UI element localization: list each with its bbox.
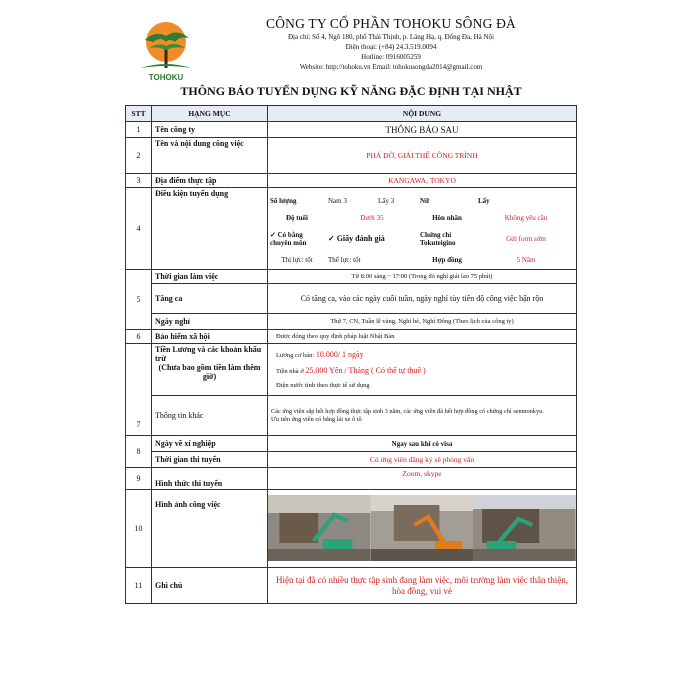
other-info-1: Các ứng viên sắp hết hợp đồng thực tập sinh 3 năm, các ứng viên đã hết hợp đồng có chứng chỉ senmonkyu. <box>271 407 544 415</box>
contract-value: 5 Năm <box>516 255 536 264</box>
age-value: Dưới 35 <box>360 213 384 222</box>
utilities-line: Điện nước tính theo thực tế sử dụng <box>276 382 370 389</box>
marital-value: Không yêu cầu <box>504 213 548 222</box>
row-stt: 3 <box>126 174 152 188</box>
row-content: PHÁ DỠ, GIẢI THỂ CÔNG TRÌNH <box>268 138 577 174</box>
row-content: Hiện tại đã có nhiều thực tập sinh đang làm việc, môi trường làm việc thân thiện, hòa đồng, vui vẻ <box>268 568 577 604</box>
table-row <box>126 284 577 314</box>
conditions-cell <box>268 188 577 270</box>
row-content: Có ứng viên đăng ký sẽ phỏng vấn <box>268 452 577 468</box>
row-stt: 1 <box>126 122 152 138</box>
row-item: Ngày nghỉ <box>152 314 268 330</box>
photo-demolition-1 <box>268 495 371 561</box>
check-assessment: ✓ Giấy đánh giá <box>328 234 385 243</box>
cert-value: Gửi form sớm <box>506 234 546 243</box>
table-row <box>126 452 577 468</box>
row-item: Tăng ca <box>152 284 268 314</box>
check-icon: ✓ <box>328 234 337 243</box>
row-content: Được đóng theo quy định pháp luật Nhật Bản <box>268 330 577 344</box>
company-info <box>205 16 577 72</box>
row-content: Ngay sau khi có visa <box>268 436 577 452</box>
row-item: Ngày về xí nghiệp <box>152 436 268 452</box>
row-item: Hình thức thi tuyển <box>152 468 268 490</box>
qty-female: Nữ <box>420 196 430 205</box>
age-label: Độ tuổi <box>286 213 308 222</box>
table-row <box>126 396 577 436</box>
company-logo <box>135 16 197 86</box>
qty-male: Nam 3 <box>328 196 347 205</box>
company-name: CÔNG TY CỔ PHẦN TOHOKU SÔNG ĐÀ <box>265 16 517 31</box>
check-icon: ✓ <box>270 230 278 239</box>
row-content: THÔNG BÁO SAU <box>268 122 577 138</box>
row-stt: 5 <box>126 270 152 330</box>
table-row <box>126 330 577 344</box>
physical: Thể lực: tốt <box>328 255 361 264</box>
recruitment-table <box>125 105 577 604</box>
marital-label: Hôn nhân <box>432 213 462 222</box>
salary-cell <box>268 344 577 396</box>
header-stt: STT <box>126 106 152 122</box>
row-stt: 4 <box>126 188 152 270</box>
table-row <box>126 122 577 138</box>
table-row <box>126 138 577 174</box>
other-info-cell <box>268 396 577 436</box>
row-content: Thứ 7, CN, Tuần lễ vàng, Nghỉ hè, Nghỉ Đông (Theo lịch của công ty) <box>268 314 577 330</box>
company-hotline: Hotline: 0916005259 <box>361 53 421 61</box>
eyesight: Thị lực: tốt <box>281 255 313 264</box>
row-content: KANGAWA, TOKYO <box>268 174 577 188</box>
header-content: NỘI DUNG <box>268 106 577 122</box>
row-stt: 7 <box>126 344 152 436</box>
row-item: Tên và nội dung công việc <box>152 138 268 174</box>
qty-take: Lấy 3 <box>378 196 395 205</box>
row-stt: 10 <box>126 490 152 568</box>
table-row <box>126 490 577 568</box>
qty-female-take: Lấy <box>478 196 490 205</box>
row-item: Hình ảnh công việc <box>152 490 268 568</box>
table-row <box>126 568 577 604</box>
check-degree: ✓ Có bằng chuyên môn <box>270 230 307 247</box>
row-item: Điều kiện tuyển dụng <box>152 188 268 270</box>
photo-demolition-2 <box>371 495 474 561</box>
table-row <box>126 174 577 188</box>
other-info-2: Ưu tiên ứng viên có bằng lái xe ô tô <box>271 415 362 423</box>
header-item: HẠNG MỤC <box>152 106 268 122</box>
table-row <box>126 436 577 452</box>
work-photos-cell <box>268 490 577 568</box>
row-item: Bảo hiểm xã hội <box>152 330 268 344</box>
table-row <box>126 270 577 284</box>
table-header-row <box>126 106 577 122</box>
row-item: Thời gian thi tuyển <box>152 452 268 468</box>
table-row <box>126 468 577 490</box>
row-item: Thời gian làm việc <box>152 270 268 284</box>
row-item: Thông tin khác <box>152 396 268 436</box>
document-header <box>125 12 577 104</box>
work-photos <box>268 495 576 561</box>
table-row <box>126 314 577 330</box>
table-row <box>126 344 577 396</box>
qty-label: Số lượng <box>270 196 297 205</box>
salary-label: Tiền Lương và các khoản khấu trừ <box>155 345 262 363</box>
contract-label: Hợp đồng <box>432 255 462 264</box>
document-sheet <box>125 12 577 632</box>
row-stt: 6 <box>126 330 152 344</box>
row-item: Địa điểm thực tập <box>152 174 268 188</box>
table-row <box>126 188 577 270</box>
salary-sublabel: (Chưa bao gồm tiền làm thêm giờ) <box>158 363 261 381</box>
row-content: Zoom, skype <box>268 468 577 490</box>
row-stt: 9 <box>126 468 152 490</box>
company-address: Địa chỉ: Số 4, Ngõ 180, phố Thái Thịnh, p. Láng Hạ, q. Đống Đa, Hà Nội <box>287 33 495 41</box>
row-content: Từ 8:00 sáng ~ 17:00 (Trong đó nghỉ giải lao 75 phút) <box>268 270 577 284</box>
document-title: THÔNG BÁO TUYỂN DỤNG KỸ NĂNG ĐẶC ĐỊNH TẠI NHẬT <box>180 84 522 98</box>
row-content: Có tăng ca, vào các ngày cuối tuần, ngày nghỉ tùy tiến độ công việc bận rộn <box>268 284 577 314</box>
row-stt: 2 <box>126 138 152 174</box>
salary-line: Lương cơ bản: 10.000/ 1 ngày <box>276 350 364 359</box>
logo-text: TOHOKU <box>148 73 184 82</box>
company-website: Website: http://tohoku.vn Email: tohokusongda2014@gmail.com <box>299 63 483 71</box>
cert-label: Chứng chỉ Tokuteigino <box>420 230 456 247</box>
row-stt: 8 <box>126 436 152 468</box>
rent-line: Tiền nhà ở 25.000 Yên / Tháng ( Có thể tự thuê ) <box>276 366 426 375</box>
photo-demolition-3 <box>473 495 576 561</box>
row-item: Ghi chú <box>152 568 268 604</box>
row-stt: 11 <box>126 568 152 604</box>
row-item: Tên công ty <box>152 122 268 138</box>
row-item <box>152 344 268 396</box>
company-phone: Điện thoại: (+84) 24.3.519.0094 <box>345 43 437 51</box>
